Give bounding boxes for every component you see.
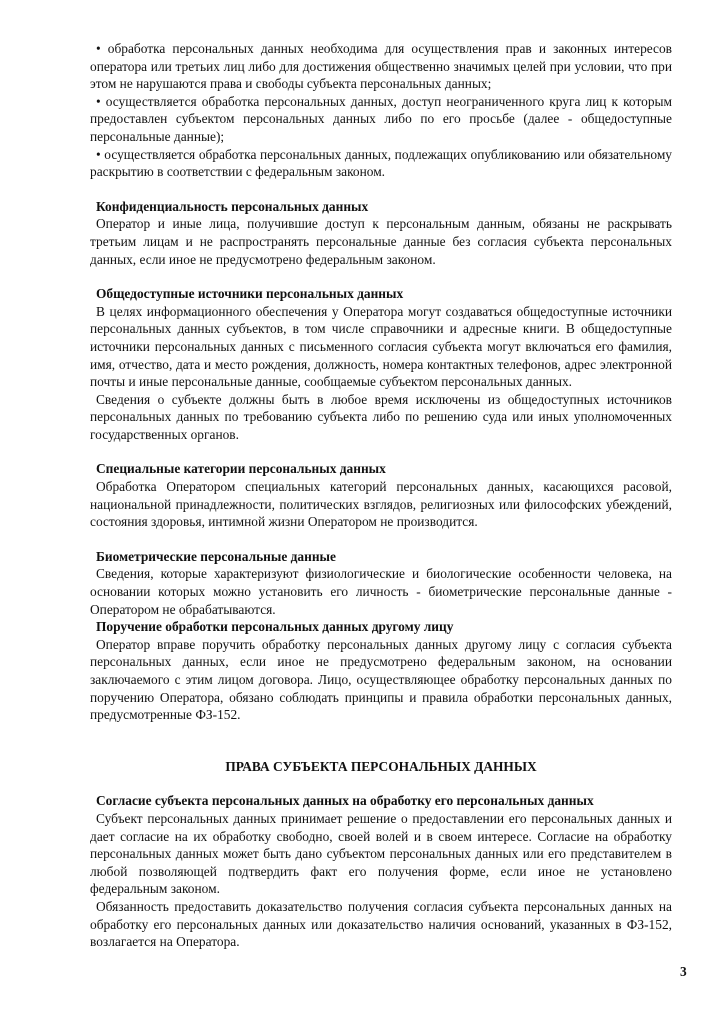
- chapter-title: ПРАВА СУБЪЕКТА ПЕРСОНАЛЬНЫХ ДАННЫХ: [225, 758, 537, 774]
- bullet-item: • обработка персональных данных необходима для осуществления прав и законных интересов оператора или третьих лиц либо для достижения общественно значимых целей при условии, что при этом не нарушаются права и свободы субъекта персональных данных;: [90, 41, 672, 92]
- paragraph: Обработка Оператором специальных категорий персональных данных, касающихся расовой, национальной принадлежности, политических взглядов, религиозных или философских убеждений, состояния здоровья, интимной жизни Оператором не производится.: [90, 479, 672, 530]
- section-heading-consent: Согласие субъекта персональных данных на обработку его персональных данных: [96, 793, 594, 809]
- page-number: 3: [680, 964, 687, 979]
- section-heading-confidentiality: Конфиденциальность персональных данных: [96, 198, 369, 214]
- section-heading-special-categories: Специальные категории персональных данных: [96, 461, 386, 477]
- paragraph: Оператор вправе поручить обработку персональных данных другому лицу с согласия субъекта персональных данных, если иное не предусмотрено федеральным законом, на основании заключаемого с этим лицом договора. Лицо, осуществляющее обработку персональных данных по поручению Оператора, обязано соблюдать принципы и правила обработки персональных данных, предусмотренные ФЗ-152.: [90, 636, 672, 723]
- paragraph: Сведения о субъекте должны быть в любое время исключены из общедоступных источников персональных данных по требованию субъекта либо по решению суда или иных уполномоченных государственных органов.: [90, 391, 672, 442]
- bullet-item: • осуществляется обработка персональных данных, доступ неограниченного круга лиц к которым предоставлен субъектом персональных данных либо по его просьбе (далее - общедоступные персональные данные);: [90, 93, 672, 144]
- paragraph: Субъект персональных данных принимает решение о предоставлении его персональных данных и дает согласие на их обработку свободно, своей волей и в своем интересе. Согласие на обработку персональных данных может быть дано субъектом персональных данных или его представителем в любой позволяющей подтвердить факт его получения форме, если иное не установлено федеральным законом.: [90, 810, 672, 897]
- paragraph: В целях информационного обеспечения у Оператора могут создаваться общедоступные источники персональных данных субъектов, в том числе справочники и адресные книги. В общедоступные источники персональных данных с письменного согласия субъекта могут включаться его фамилия, имя, отчество, дата и место рождения, должность, номера контактных телефонов, адрес электронной почты и иные персональные данные, сообщаемые субъектом персональных данных.: [90, 303, 672, 390]
- paragraph: Оператор и иные лица, получившие доступ к персональным данным, обязаны не раскрывать третьим лицам и не распространять персональные данные без согласия субъекта персональных данных, если иное не предусмотрено федеральным законом.: [90, 216, 672, 267]
- page-content: [90, 40, 672, 951]
- section-heading-delegation: Поручение обработки персональных данных другому лицу: [96, 619, 454, 635]
- paragraph: Сведения, которые характеризуют физиологические и биологические особенности человека, на основании которых можно установить его личность - биометрические персональные данные - Оператором не обрабатываются.: [90, 566, 672, 617]
- bullet-item: • осуществляется обработка персональных данных, подлежащих опубликованию или обязательному раскрытию в соответствии с федеральным законом.: [90, 146, 672, 180]
- paragraph: Обязанность предоставить доказательство получения согласия субъекта персональных данных на обработку его персональных данных или доказательство наличия оснований, указанных в ФЗ-152, возлагается на Оператора.: [90, 898, 672, 950]
- section-heading-biometric: Биометрические персональные данные: [96, 548, 336, 564]
- section-heading-public-sources: Общедоступные источники персональных данных: [96, 286, 404, 302]
